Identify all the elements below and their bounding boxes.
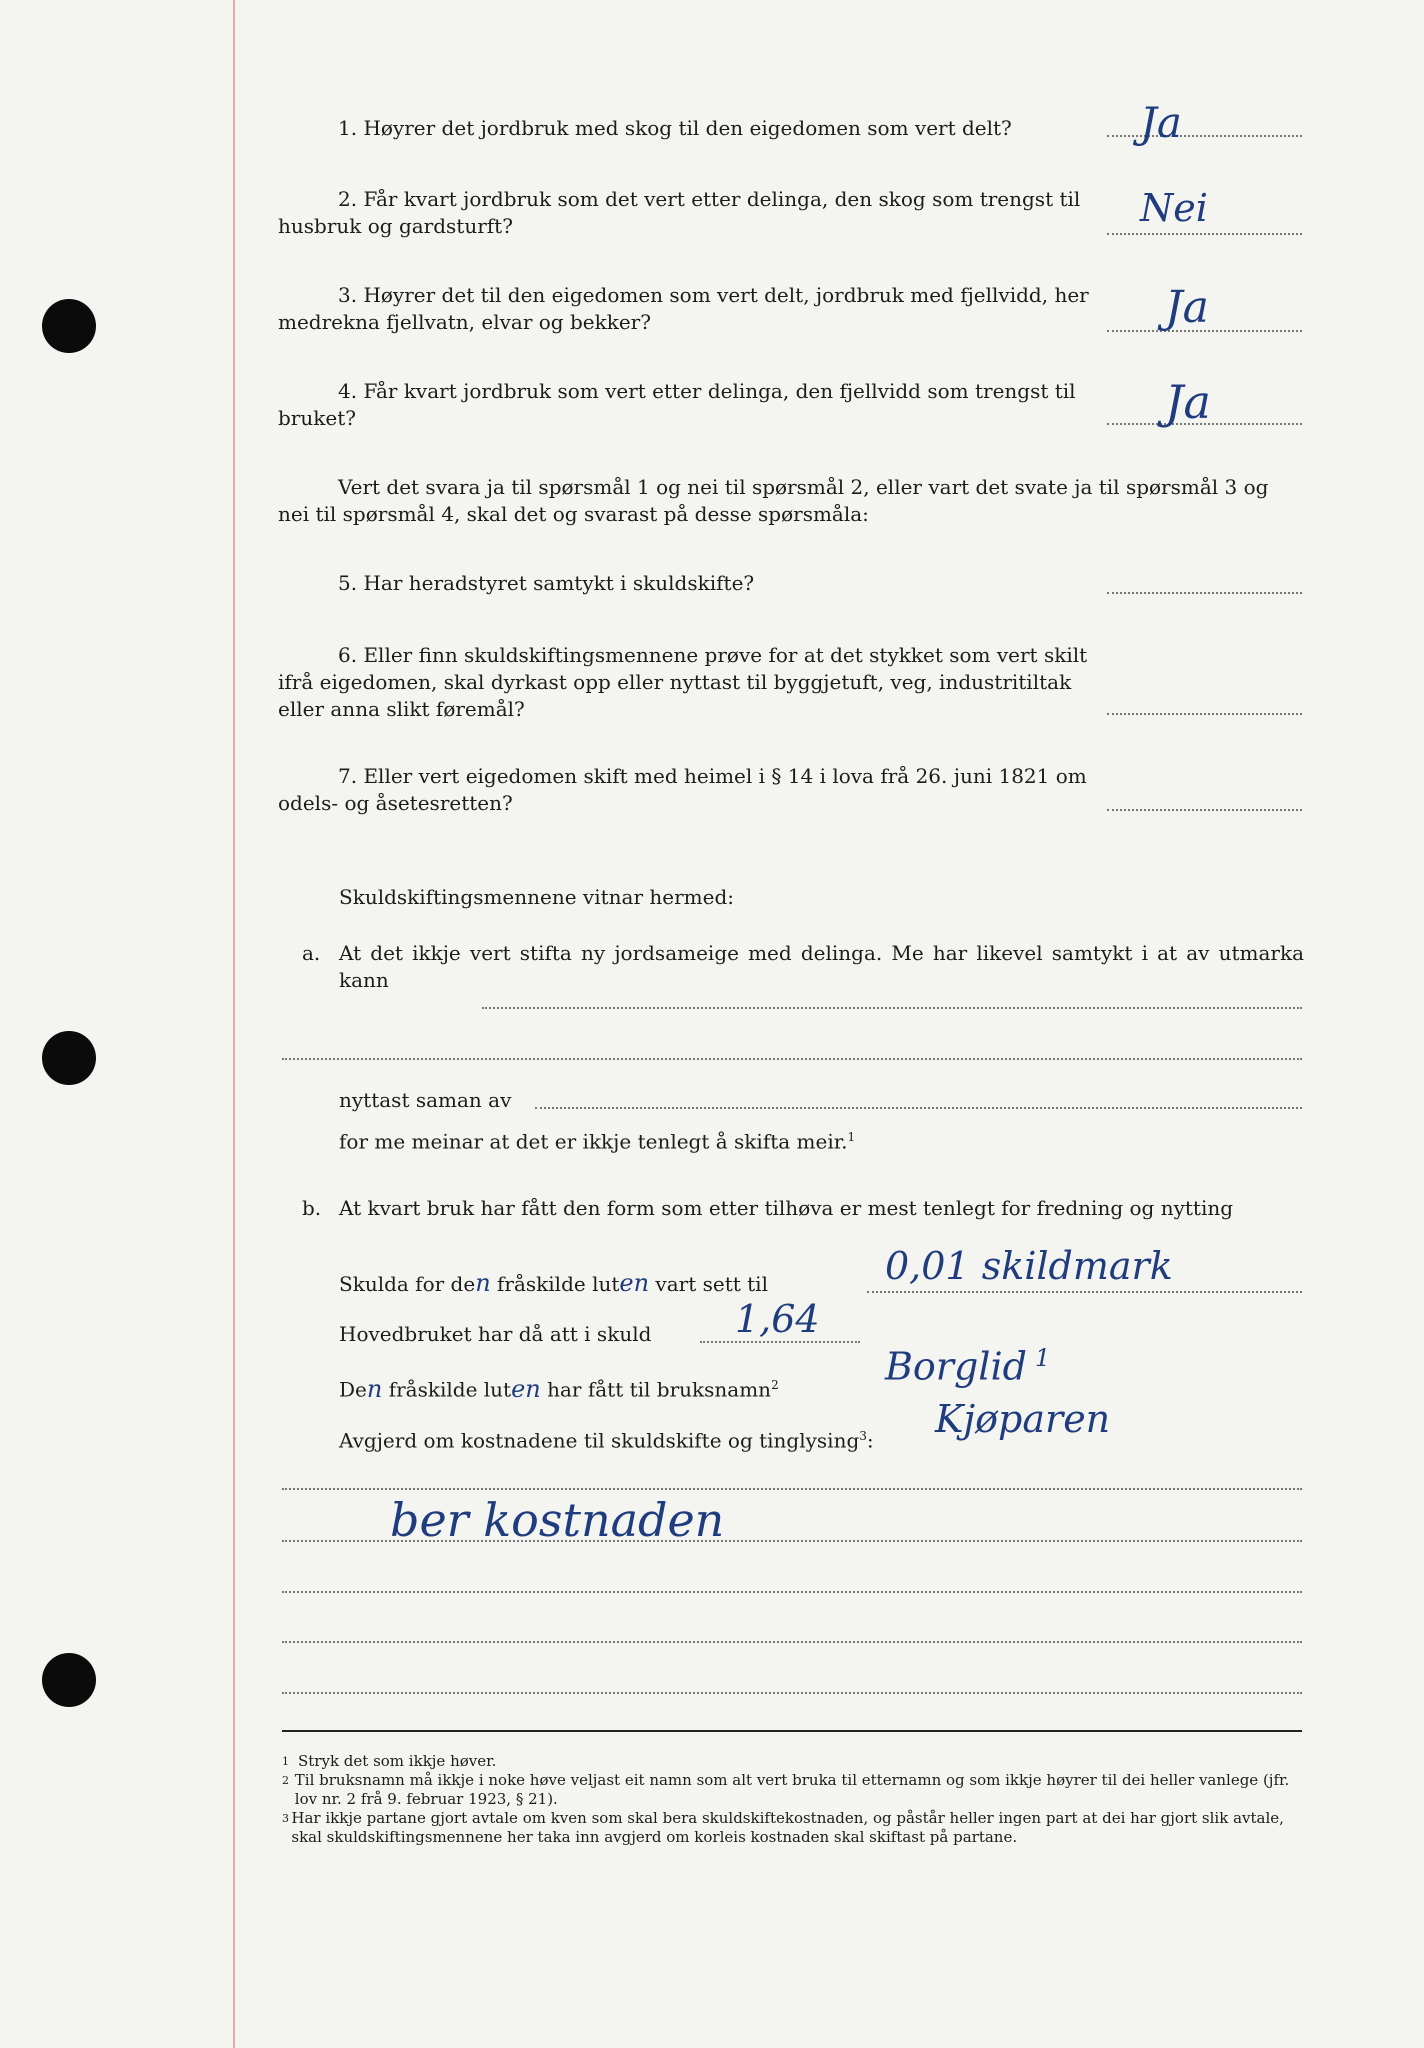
item-b-text: At kvart bruk har fått den form som etter tilhøva er mest tenlegt for fredning og nytting	[339, 1196, 1234, 1220]
question-3: 3. Høyrer det til den eigedomen som vert delt, jordbruk med fjellvidd, her medrekna fjellvatn, elvar og bekker?	[278, 283, 1089, 334]
witness-intro: Skuldskiftingsmennene vitnar hermed:	[339, 885, 735, 909]
punch-hole-bottom	[42, 1653, 96, 1707]
hovedbruk-label: Hovedbruket har då att i skuld	[339, 1322, 652, 1346]
avgjerd-line-3	[282, 1591, 1302, 1593]
bruksnamn-field: Den fråskilde luten har fått til bruksnamn$^2$	[339, 1374, 779, 1403]
footnote-1: 1 Stryk det som ikkje høver.	[282, 1752, 497, 1770]
answer-4: Ja	[1165, 375, 1211, 429]
item-a-label: a.	[302, 941, 321, 965]
item-a-line3: for me meinar at det er ikkje tenlegt å skifta meir.$^1$	[339, 1129, 856, 1154]
avgjerd-line-2	[282, 1540, 1302, 1542]
item-a-line2: nyttast saman av	[339, 1088, 512, 1112]
answer-3: Ja	[1165, 282, 1209, 333]
avgjerd-line-4	[282, 1641, 1302, 1643]
footnotes	[282, 1752, 1302, 1847]
hovedbruk-value: 1,64	[735, 1297, 820, 1341]
blank-line-a	[282, 1058, 1302, 1060]
question-7: 7. Eller vert eigedomen skift med heimel i § 14 i lova frå 26. juni 1821 om odels- og åsetesretten?	[278, 764, 1087, 815]
skulda-field: Skulda for den fråskilde luten vart sett til	[339, 1269, 768, 1297]
footnote-rule	[282, 1730, 1302, 1732]
answer-line-1	[1107, 135, 1302, 137]
footnote-3: 3 Har ikkje partane gjort avtale om kven som skal bera skuldskiftekostnaden, og påstår heller ingen part at dei har gjort slik avtale, skal skuldskiftingsmennene her taka inn avgjerd om korleis kostnaden skal skiftast på partane.	[282, 1809, 1284, 1846]
avgjerd-value-2: ber kostnaden	[390, 1493, 725, 1547]
answer-line-6	[1107, 713, 1302, 715]
avgjerd-line-1	[282, 1488, 1302, 1490]
bruksnamn-value: Borglid $^1$	[885, 1344, 1051, 1389]
item-a-text: At det ikkje vert stifta ny jordsameige med delinga. Me har likevel samtykt i at av utmarka kann	[339, 941, 1304, 992]
punch-hole-middle	[42, 1031, 96, 1085]
question-6: 6. Eller finn skuldskiftingsmennene prøve for at det stykket som vert skilt ifrå eigedomen, skal dyrkast opp eller nyttast til byggjetuft, veg, industritiltak eller anna slikt føremål?	[278, 643, 1088, 721]
question-5: 5. Har heradstyret samtykt i skuldskifte?	[338, 571, 755, 595]
utmark-line	[482, 1007, 1302, 1009]
answer-line-2	[1107, 233, 1302, 235]
avgjerd-label: Avgjerd om kostnadene til skuldskifte og tinglysing$^3$:	[339, 1428, 874, 1453]
footnote-2: 2 Til bruksnamn må ikkje i noke høve veljast eit namn som alt vert bruka til etternamn og som ikkje høyrer til dei heller vanlege (jfr. lov nr. 2 frå 9. februar 1923, § 21).	[282, 1771, 1290, 1808]
answer-2: Nei	[1140, 186, 1208, 230]
skulda-value: 0,01 skildmark	[885, 1244, 1173, 1288]
margin-line	[233, 0, 235, 2048]
answer-1: Ja	[1140, 98, 1182, 147]
skulda-line	[867, 1291, 1302, 1293]
answer-line-5	[1107, 592, 1302, 594]
answer-line-7	[1107, 809, 1302, 811]
avgjerd-value-1: Kjøparen	[935, 1397, 1111, 1441]
punch-hole-top	[42, 299, 96, 353]
question-2: 2. Får kvart jordbruk som det vert etter delinga, den skog som trengst til husbruk og gardsturft?	[278, 187, 1081, 238]
item-b-label: b.	[302, 1196, 322, 1220]
question-1: 1. Høyrer det jordbruk med skog til den eigedomen som vert delt?	[338, 116, 1012, 140]
condition-paragraph: Vert det svara ja til spørsmål 1 og nei til spørsmål 2, eller vart det svate ja til spørsmål 3 og nei til spørsmål 4, skal det og svarast på desse spørsmåla:	[278, 475, 1269, 526]
hovedbruk-line	[700, 1341, 860, 1343]
nyttast-line	[535, 1107, 1302, 1109]
question-4: 4. Får kvart jordbruk som vert etter delinga, den fjellvidd som trengst til bruket?	[278, 379, 1076, 430]
avgjerd-line-5	[282, 1692, 1302, 1694]
